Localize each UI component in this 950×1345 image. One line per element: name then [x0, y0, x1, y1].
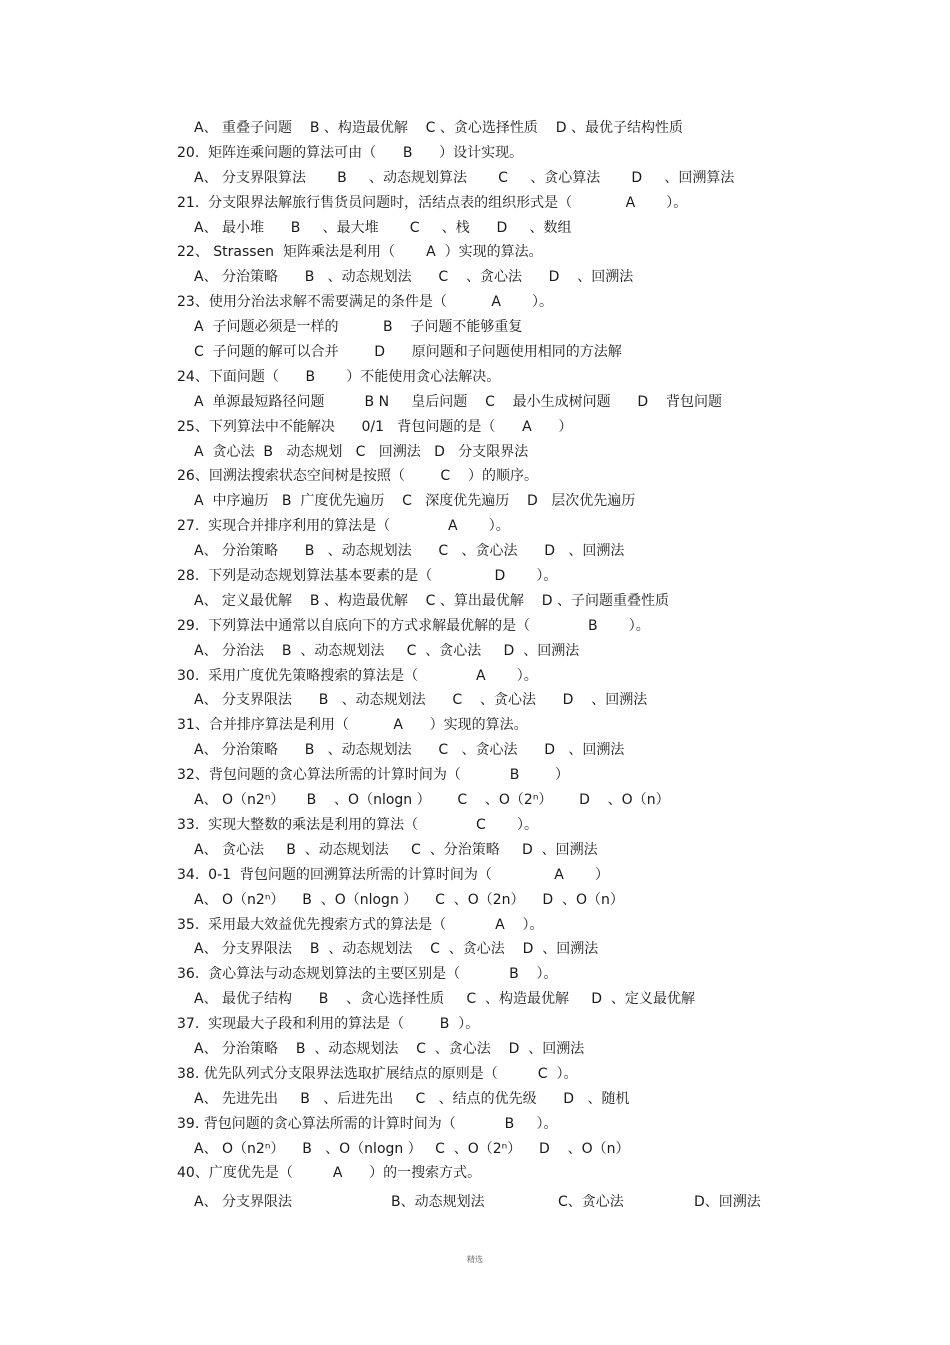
option-line: A、 分治策略 B 、动态规划法 C 、贪心法 D 、回溯法	[194, 543, 625, 560]
question-line: 24、下面问题（ B ）不能使用贪心法解决。	[177, 368, 501, 385]
option-b: B、动态规划法	[391, 1194, 485, 1210]
question-line: 37. 实现最大子段和利用的算法是（ B ）。	[177, 1016, 480, 1033]
question-line: 28. 下列是动态规划算法基本要素的是（ D ）。	[177, 568, 558, 585]
question-line: 30. 采用广度优先策略搜索的算法是（ A ）。	[177, 667, 538, 684]
option-line: A、 分支界限算法 B 、动态规划算法 C 、贪心算法 D 、回溯算法	[194, 169, 735, 186]
option-line: A、 分治策略 B 、动态规划法 C 、贪心法 D 、回溯法	[194, 742, 625, 759]
option-line: A、 分支界限法 B 、动态规划法 C 、贪心法 D 、回溯法	[194, 941, 599, 958]
question-line: 33. 实现大整数的乘法是利用的算法（ C ）。	[177, 816, 538, 833]
option-line: A、 分治策略 B 、动态规划法 C 、贪心法 D 、回溯法	[194, 1040, 585, 1057]
option-line: A、 最优子结构 B 、贪心选择性质 C 、构造最优解 D 、定义最优解	[194, 991, 695, 1008]
option-line: A、 分支界限法 B 、动态规划法 C 、贪心法 D 、回溯法	[194, 692, 648, 709]
question-line: 27. 实现合并排序利用的算法是（ A ）。	[177, 518, 510, 535]
option-d: D、回溯法	[694, 1194, 761, 1210]
option-line: A、 O（n2ⁿ） B 、O（nlogn ） C 、O（2ⁿ） D 、O（n）	[194, 792, 670, 809]
option-line: A、 分治法 B 、动态规划法 C 、贪心法 D 、回溯法	[194, 642, 580, 659]
option-line: C 子问题的解可以合并 D 原问题和子问题使用相同的方法解	[194, 344, 622, 361]
option-line: A 贪心法 B 动态规划 C 回溯法 D 分支限界法	[194, 443, 529, 460]
option-line: A 子问题必须是一样的 B 子问题不能够重复	[194, 319, 523, 336]
question-line: 35. 采用最大效益优先搜索方式的算法是（ A ）。	[177, 916, 544, 933]
option-line: A、 贪心法 B 、动态规划法 C 、分治策略 D 、回溯法	[194, 841, 598, 858]
question-line: 34. 0-1 背包问题的回溯算法所需的计算时间为（ A ）	[177, 866, 609, 883]
question-line: 36. 贪心算法与动态规划算法的主要区别是（ B ）。	[177, 966, 558, 983]
question-line: 25、下列算法中不能解决 0/1 背包问题的是（ A ）	[177, 418, 573, 435]
question-line: 23、使用分治法求解不需要满足的条件是（ A ）。	[177, 294, 554, 311]
question-line: 40、广度优先是（ A ）的一搜索方式。	[177, 1165, 482, 1182]
option-line: A、 最小堆 B 、最大堆 C 、栈 D 、数组	[194, 219, 572, 236]
option-line: A、 O（n2ⁿ） B 、O（nlogn ） C 、O（2n） D 、O（n）	[194, 891, 624, 908]
option-line: A、 O（n2ⁿ） B 、O（nlogn ） C 、O（2ⁿ） D 、O（n）	[194, 1140, 630, 1157]
question-line: 22、 Strassen 矩阵乘法是利用（ A ）实现的算法。	[177, 244, 543, 261]
option-c: C、贪心法	[558, 1194, 624, 1210]
option-line: A、 先进先出 B 、后进先出 C 、结点的优先级 D 、随机	[194, 1090, 630, 1107]
option-line: A 单源最短路径问题 B N 皇后问题 C 最小生成树问题 D 背包问题	[194, 393, 722, 410]
question-line: 26、回溯法搜索状态空间树是按照（ C ）的顺序。	[177, 468, 538, 485]
question-list	[0, 116, 950, 1186]
question-line: 32、背包问题的贪心算法所需的计算时间为（ B ）	[177, 767, 569, 784]
option-line: A、 分治策略 B 、动态规划法 C 、贪心法 D 、回溯法	[194, 269, 634, 286]
option-line: A 中序遍历 B 广度优先遍历 C 深度优先遍历 D 层次优先遍历	[194, 493, 636, 510]
page-footer: 精选	[467, 1255, 483, 1264]
option-line: A、 重叠子问题 B 、构造最优解 C 、贪心选择性质 D 、最优子结构性质	[194, 120, 683, 136]
question-line: 31、合并排序算法是利用（ A ）实现的算法。	[177, 717, 528, 734]
question-line: 21. 分支限界法解旅行售货员问题时，活结点表的组织形式是（ A ）。	[177, 194, 688, 211]
question-40-options	[0, 1190, 950, 1214]
question-line: 20. 矩阵连乘问题的算法可由（ B ）设计实现。	[177, 144, 524, 161]
option-a: A、 分支界限法	[194, 1194, 293, 1210]
question-line: 38. 优先队列式分支限界法选取扩展结点的原则是（ C ）。	[177, 1065, 578, 1082]
question-line: 29. 下列算法中通常以自底向下的方式求解最优解的是（ B ）。	[177, 617, 650, 634]
question-line: 39. 背包问题的贪心算法所需的计算时间为（ B ）。	[177, 1115, 558, 1132]
option-line: A、 定义最优解 B 、构造最优解 C 、算出最优解 D 、子问题重叠性质	[194, 592, 669, 609]
